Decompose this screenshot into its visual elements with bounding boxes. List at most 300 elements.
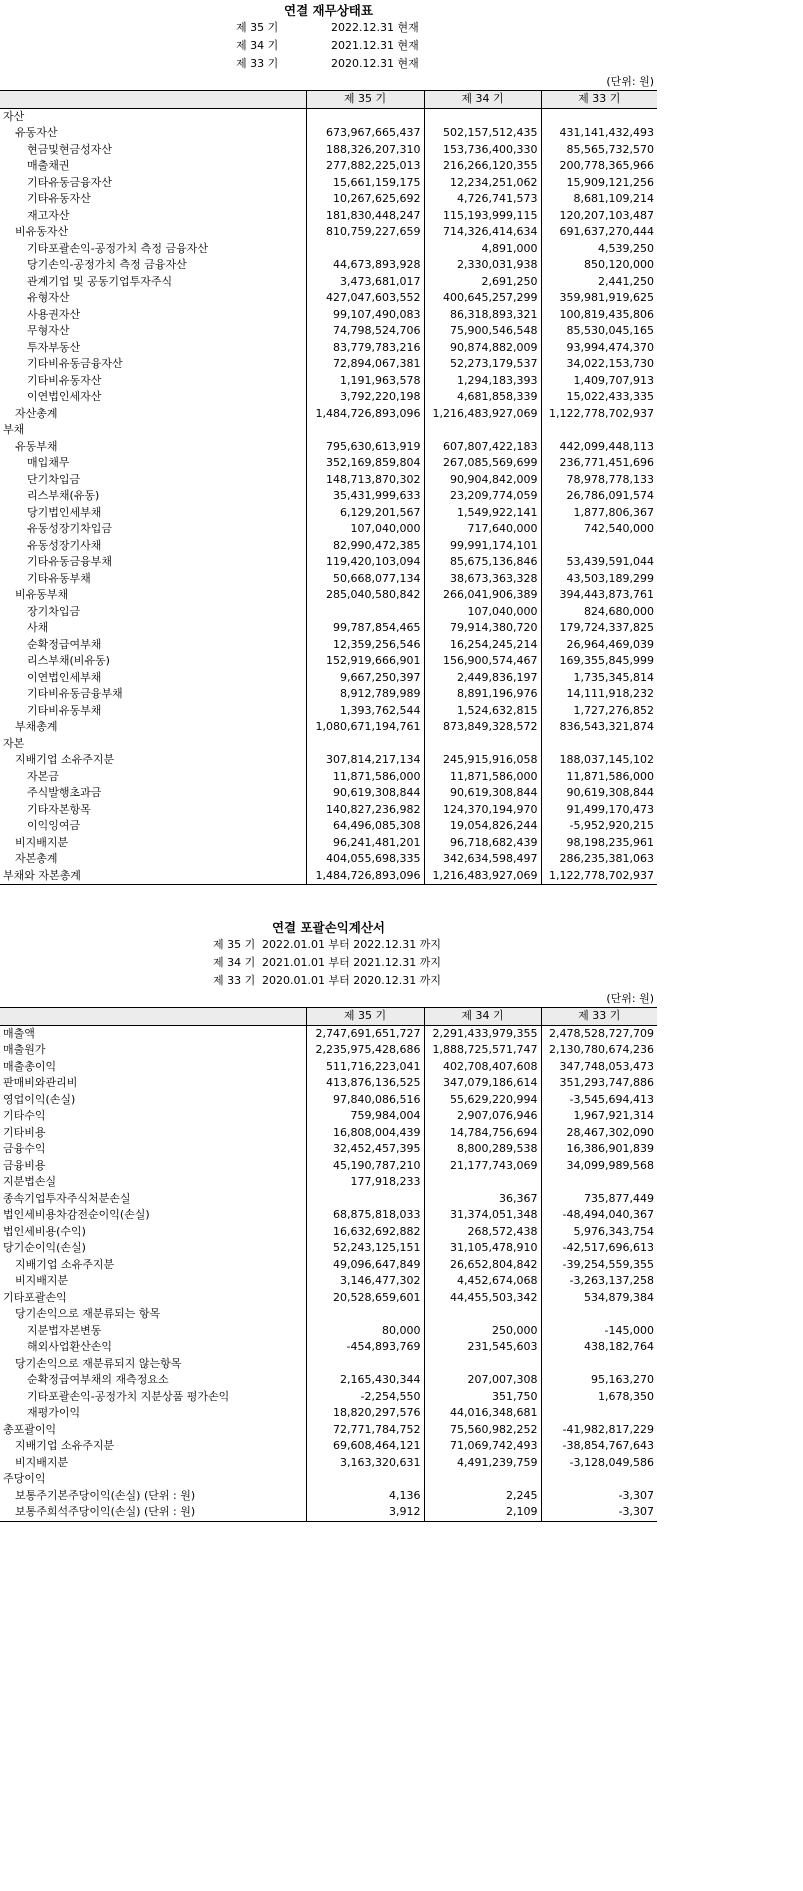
table-row [0, 604, 657, 621]
value-cell: 32,452,457,395 [306, 1141, 424, 1158]
income-statement-body [0, 1025, 657, 1521]
row-label: 순확정급여부채 [27, 637, 102, 651]
value-cell: 23,209,774,059 [424, 488, 541, 505]
value-cell [541, 1174, 657, 1191]
row-label: 리스부채(유동) [27, 489, 100, 503]
period-line: 제 34 기 2021.12.31 현재 [236, 39, 419, 52]
value-cell: 2,235,975,428,686 [306, 1042, 424, 1059]
value-cell: 200,778,365,966 [541, 158, 657, 175]
row-label: 자본총계 [15, 852, 58, 866]
value-cell: 75,560,982,252 [424, 1422, 541, 1439]
row-label: 기타유동금융자산 [27, 175, 113, 189]
value-cell: -3,128,049,586 [541, 1455, 657, 1472]
value-cell: 21,177,743,069 [424, 1158, 541, 1175]
value-cell: 2,691,250 [424, 274, 541, 291]
value-cell: 16,632,692,882 [306, 1224, 424, 1241]
value-cell: 45,190,787,210 [306, 1158, 424, 1175]
row-label: 재고자산 [27, 208, 70, 222]
income-statement-title: 연결 포괄손익계산서 [271, 920, 386, 935]
table-row [0, 769, 657, 786]
header-cell: 제 34 기 [424, 1008, 541, 1026]
value-cell: 691,637,270,444 [541, 224, 657, 241]
row-label: 유동자산 [15, 126, 58, 140]
value-cell: 12,234,251,062 [424, 175, 541, 192]
row-label: 자본 [3, 736, 25, 750]
value-cell: 36,367 [424, 1191, 541, 1208]
value-cell: 93,994,474,370 [541, 340, 657, 357]
value-cell: 44,455,503,342 [424, 1290, 541, 1307]
row-label: 총포괄이익 [3, 1422, 57, 1436]
value-cell: 4,452,674,068 [424, 1273, 541, 1290]
value-cell: 1,080,671,194,761 [306, 719, 424, 736]
value-cell: 177,918,233 [306, 1174, 424, 1191]
row-label: 해외사업환산손익 [27, 1340, 113, 1354]
value-cell: 99,107,490,083 [306, 307, 424, 324]
row-label: 유동부채 [15, 439, 58, 453]
value-cell: 18,820,297,576 [306, 1405, 424, 1422]
value-cell: 267,085,569,699 [424, 455, 541, 472]
value-cell: 1,735,345,814 [541, 670, 657, 687]
row-label: 지분법자본변동 [27, 1323, 102, 1337]
row-label: 사용권자산 [27, 307, 81, 321]
value-cell: 19,054,826,244 [424, 818, 541, 835]
value-cell: 1,122,778,702,937 [541, 406, 657, 423]
value-cell: 8,912,789,989 [306, 686, 424, 703]
value-cell: 1,409,707,913 [541, 373, 657, 390]
header-cell: 제 34 기 [424, 91, 541, 109]
value-cell: -38,854,767,643 [541, 1438, 657, 1455]
value-cell: 31,105,478,910 [424, 1240, 541, 1257]
table-row [0, 208, 657, 225]
value-cell: 673,967,665,437 [306, 125, 424, 142]
table-row [0, 1339, 657, 1356]
row-label: 이익잉여금 [27, 819, 81, 833]
value-cell: 14,784,756,694 [424, 1125, 541, 1142]
table-row [0, 1422, 657, 1439]
table-row [0, 1405, 657, 1422]
row-label: 매입채무 [27, 456, 70, 470]
value-cell: 231,545,603 [424, 1339, 541, 1356]
value-cell: 1,191,963,578 [306, 373, 424, 390]
value-cell [306, 1471, 424, 1488]
value-cell: 735,877,449 [541, 1191, 657, 1208]
value-cell: 2,245 [424, 1488, 541, 1505]
row-label: 유동성장기사채 [27, 538, 102, 552]
value-cell [306, 241, 424, 258]
value-cell: 153,736,400,330 [424, 142, 541, 159]
row-label: 투자부동산 [27, 340, 81, 354]
value-cell: 394,443,873,761 [541, 587, 657, 604]
value-cell: 4,681,858,339 [424, 389, 541, 406]
row-label: 부채와 자본총계 [3, 868, 81, 882]
value-cell [541, 1306, 657, 1323]
row-label: 자산 [3, 109, 25, 123]
value-cell: 277,882,225,013 [306, 158, 424, 175]
table-row [0, 521, 657, 538]
value-cell: 413,876,136,525 [306, 1075, 424, 1092]
value-cell: 79,914,380,720 [424, 620, 541, 637]
value-cell: 53,439,591,044 [541, 554, 657, 571]
row-label: 기타유동자산 [27, 192, 91, 206]
income-statement-section [0, 917, 657, 1522]
value-cell: 52,273,179,537 [424, 356, 541, 373]
value-cell: 148,713,870,302 [306, 472, 424, 489]
value-cell: 38,673,363,328 [424, 571, 541, 588]
value-cell: 2,130,780,674,236 [541, 1042, 657, 1059]
row-label: 당기손익으로 재분류되지 않는항목 [15, 1356, 182, 1370]
row-label: 법인세비용(수익) [3, 1224, 86, 1238]
table-row [0, 1323, 657, 1340]
value-cell: 2,441,250 [541, 274, 657, 291]
value-cell: 120,207,103,487 [541, 208, 657, 225]
table-row [0, 472, 657, 489]
value-cell: -3,307 [541, 1504, 657, 1521]
value-cell: 2,478,528,727,709 [541, 1025, 657, 1042]
table-row [0, 637, 657, 654]
value-cell: 90,904,842,009 [424, 472, 541, 489]
value-cell: 2,291,433,979,355 [424, 1025, 541, 1042]
value-cell: 236,771,451,696 [541, 455, 657, 472]
table-row [0, 422, 657, 439]
row-label: 자본금 [27, 769, 59, 783]
table-row [0, 1042, 657, 1059]
header-row [0, 1008, 657, 1026]
value-cell: 15,022,433,335 [541, 389, 657, 406]
value-cell [424, 422, 541, 439]
value-cell: 1,888,725,571,747 [424, 1042, 541, 1059]
value-cell: 2,449,836,197 [424, 670, 541, 687]
table-row [0, 736, 657, 753]
value-cell: 69,608,464,121 [306, 1438, 424, 1455]
table-row [0, 1191, 657, 1208]
table-row [0, 868, 657, 885]
value-cell [541, 422, 657, 439]
value-cell: 12,359,256,546 [306, 637, 424, 654]
value-cell: -5,952,920,215 [541, 818, 657, 835]
value-cell [306, 108, 424, 125]
table-row [0, 1207, 657, 1224]
value-cell: 26,964,469,039 [541, 637, 657, 654]
row-label: 재평가이익 [27, 1406, 81, 1420]
value-cell: 245,915,916,058 [424, 752, 541, 769]
value-cell: 99,787,854,465 [306, 620, 424, 637]
value-cell: 511,716,223,041 [306, 1059, 424, 1076]
row-label: 유동성장기차입금 [27, 522, 113, 536]
row-label: 주당이익 [3, 1472, 46, 1486]
value-cell: 68,875,818,033 [306, 1207, 424, 1224]
value-cell: -39,254,559,355 [541, 1257, 657, 1274]
row-label: 관계기업 및 공동기업투자주식 [27, 274, 173, 288]
value-cell: 55,629,220,994 [424, 1092, 541, 1109]
value-cell: 8,891,196,976 [424, 686, 541, 703]
row-label: 비유동부채 [15, 588, 69, 602]
value-cell: 72,771,784,752 [306, 1422, 424, 1439]
row-label: 리스부채(비유동) [27, 654, 110, 668]
value-cell [541, 736, 657, 753]
value-cell: -48,494,040,367 [541, 1207, 657, 1224]
value-cell: 717,640,000 [424, 521, 541, 538]
value-cell: 90,874,882,009 [424, 340, 541, 357]
value-cell: 400,645,257,299 [424, 290, 541, 307]
unit-label: (단위: 원) [606, 992, 654, 1005]
value-cell: 351,293,747,886 [541, 1075, 657, 1092]
table-row [0, 1356, 657, 1373]
table-row [0, 785, 657, 802]
table-row [0, 818, 657, 835]
table-row [0, 835, 657, 852]
value-cell: 107,040,000 [306, 521, 424, 538]
value-cell: 2,165,430,344 [306, 1372, 424, 1389]
row-label: 지배기업 소유주지분 [15, 753, 115, 767]
row-label: 보통주희석주당이익(손실) (단위 : 원) [15, 1505, 196, 1519]
value-cell: 342,634,598,497 [424, 851, 541, 868]
table-row [0, 175, 657, 192]
value-cell: 4,726,741,573 [424, 191, 541, 208]
value-cell: 307,814,217,134 [306, 752, 424, 769]
table-row [0, 1224, 657, 1241]
value-cell: 152,919,666,901 [306, 653, 424, 670]
table-row [0, 538, 657, 555]
row-label: 순확정급여부채의 재측정요소 [27, 1373, 169, 1387]
value-cell: 810,759,227,659 [306, 224, 424, 241]
table-row [0, 241, 657, 258]
income-statement-table [0, 1007, 657, 1522]
row-label: 영업이익(손실) [3, 1092, 76, 1106]
value-cell: 4,491,239,759 [424, 1455, 541, 1472]
value-cell: 6,129,201,567 [306, 505, 424, 522]
value-cell: 2,109 [424, 1504, 541, 1521]
value-cell: 250,000 [424, 1323, 541, 1340]
table-row [0, 1257, 657, 1274]
header-cell: 제 33 기 [541, 1008, 657, 1026]
value-cell: 96,718,682,439 [424, 835, 541, 852]
value-cell: 502,157,512,435 [424, 125, 541, 142]
header-cell: 제 33 기 [541, 91, 657, 109]
value-cell: 4,539,250 [541, 241, 657, 258]
value-cell: 824,680,000 [541, 604, 657, 621]
value-cell [306, 422, 424, 439]
header-cell: 제 35 기 [306, 91, 424, 109]
value-cell: 3,473,681,017 [306, 274, 424, 291]
table-row [0, 703, 657, 720]
table-row [0, 1306, 657, 1323]
value-cell: -145,000 [541, 1323, 657, 1340]
value-cell: 351,750 [424, 1389, 541, 1406]
row-label: 유형자산 [27, 291, 70, 305]
table-row [0, 290, 657, 307]
value-cell: 347,748,053,473 [541, 1059, 657, 1076]
table-row [0, 1504, 657, 1521]
value-cell: 1,393,762,544 [306, 703, 424, 720]
value-cell: 28,467,302,090 [541, 1125, 657, 1142]
value-cell: 3,163,320,631 [306, 1455, 424, 1472]
table-row [0, 158, 657, 175]
row-label: 당기순이익(손실) [3, 1241, 86, 1255]
value-cell: 100,819,435,806 [541, 307, 657, 324]
row-label: 보통주기본주당이익(손실) (단위 : 원) [15, 1488, 196, 1502]
table-row [0, 108, 657, 125]
row-label: 자산총계 [15, 406, 58, 420]
value-cell: 83,779,783,216 [306, 340, 424, 357]
header-cell: 제 35 기 [306, 1008, 424, 1026]
value-cell: 35,431,999,633 [306, 488, 424, 505]
value-cell: -3,263,137,258 [541, 1273, 657, 1290]
value-cell: 1,294,183,393 [424, 373, 541, 390]
value-cell [306, 1191, 424, 1208]
value-cell: 95,163,270 [541, 1372, 657, 1389]
value-cell: 850,120,000 [541, 257, 657, 274]
value-cell: 52,243,125,151 [306, 1240, 424, 1257]
value-cell: 1,484,726,893,096 [306, 406, 424, 423]
value-cell: 286,235,381,063 [541, 851, 657, 868]
value-cell: 20,528,659,601 [306, 1290, 424, 1307]
value-cell: 124,370,194,970 [424, 802, 541, 819]
value-cell: 347,079,186,614 [424, 1075, 541, 1092]
row-label: 기타수익 [3, 1109, 46, 1123]
value-cell: 91,499,170,473 [541, 802, 657, 819]
row-label: 사채 [27, 621, 49, 635]
table-row [0, 488, 657, 505]
value-cell: 98,198,235,961 [541, 835, 657, 852]
value-cell: 115,193,999,115 [424, 208, 541, 225]
section-gap [0, 885, 657, 917]
table-row [0, 1158, 657, 1175]
value-cell: 352,169,859,804 [306, 455, 424, 472]
income-statement-periods [0, 936, 657, 990]
row-label: 지배기업 소유주지분 [15, 1439, 115, 1453]
value-cell [306, 736, 424, 753]
value-cell: 714,326,414,634 [424, 224, 541, 241]
value-cell [424, 1306, 541, 1323]
value-cell: -3,307 [541, 1488, 657, 1505]
table-row [0, 1240, 657, 1257]
row-label: 금융비용 [3, 1158, 46, 1172]
table-row [0, 142, 657, 159]
value-cell: 50,668,077,134 [306, 571, 424, 588]
value-cell [424, 1174, 541, 1191]
value-cell: 181,830,448,247 [306, 208, 424, 225]
value-cell: 15,909,121,256 [541, 175, 657, 192]
row-label: 금융수익 [3, 1142, 46, 1156]
table-row [0, 719, 657, 736]
value-cell: 1,216,483,927,069 [424, 868, 541, 885]
value-cell: 404,055,698,335 [306, 851, 424, 868]
value-cell: 9,667,250,397 [306, 670, 424, 687]
value-cell: 1,727,276,852 [541, 703, 657, 720]
value-cell: 140,827,236,982 [306, 802, 424, 819]
value-cell: 1,484,726,893,096 [306, 868, 424, 885]
header-cell [0, 1008, 306, 1026]
table-row [0, 587, 657, 604]
row-label: 기타유동부채 [27, 571, 91, 585]
value-cell: 4,891,000 [424, 241, 541, 258]
row-label: 주식발행초과금 [27, 786, 102, 800]
value-cell: 188,326,207,310 [306, 142, 424, 159]
table-row [0, 1372, 657, 1389]
value-cell: 119,420,103,094 [306, 554, 424, 571]
value-cell: 16,808,004,439 [306, 1125, 424, 1142]
value-cell: 266,041,906,389 [424, 587, 541, 604]
value-cell: 64,496,085,308 [306, 818, 424, 835]
value-cell: 44,016,348,681 [424, 1405, 541, 1422]
table-row [0, 1141, 657, 1158]
table-row [0, 1108, 657, 1125]
value-cell [424, 108, 541, 125]
value-cell [306, 1306, 424, 1323]
row-label: 기타비유동부채 [27, 703, 102, 717]
value-cell: 442,099,448,113 [541, 439, 657, 456]
value-cell: 207,007,308 [424, 1372, 541, 1389]
header-cell [0, 91, 306, 109]
value-cell: 216,266,120,355 [424, 158, 541, 175]
value-cell: 1,122,778,702,937 [541, 868, 657, 885]
value-cell: 97,840,086,516 [306, 1092, 424, 1109]
value-cell: 74,798,524,706 [306, 323, 424, 340]
table-row [0, 686, 657, 703]
row-label: 종속기업투자주식처분손실 [3, 1191, 131, 1205]
table-row [0, 274, 657, 291]
balance-sheet-title: 연결 재무상태표 [284, 3, 373, 18]
value-cell: 534,879,384 [541, 1290, 657, 1307]
period-line: 제 34 기 2021.01.01 부터 2021.12.31 까지 [213, 956, 441, 969]
value-cell: 107,040,000 [424, 604, 541, 621]
value-cell [306, 604, 424, 621]
value-cell: 85,675,136,846 [424, 554, 541, 571]
value-cell: 85,530,045,165 [541, 323, 657, 340]
table-row [0, 1455, 657, 1472]
table-row [0, 851, 657, 868]
table-row [0, 125, 657, 142]
row-label: 무형자산 [27, 324, 70, 338]
value-cell: 2,747,691,651,727 [306, 1025, 424, 1042]
period-line: 제 35 기 2022.12.31 현재 [236, 21, 419, 34]
table-row [0, 1488, 657, 1505]
value-cell: 2,330,031,938 [424, 257, 541, 274]
row-label: 매출채권 [27, 159, 70, 173]
row-label: 매출총이익 [3, 1059, 57, 1073]
row-label: 이연법인세부채 [27, 670, 102, 684]
row-label: 지배기업 소유주지분 [15, 1257, 115, 1271]
row-label: 비지배지분 [15, 1455, 69, 1469]
table-row [0, 356, 657, 373]
value-cell: 179,724,337,825 [541, 620, 657, 637]
row-label: 부채 [3, 423, 25, 437]
table-row [0, 1273, 657, 1290]
row-label: 기타자본항목 [27, 802, 91, 816]
value-cell: 8,681,109,214 [541, 191, 657, 208]
value-cell: -3,545,694,413 [541, 1092, 657, 1109]
value-cell: 8,800,289,538 [424, 1141, 541, 1158]
value-cell: 431,141,432,493 [541, 125, 657, 142]
value-cell: 26,652,804,842 [424, 1257, 541, 1274]
row-label: 현금및현금성자산 [27, 142, 113, 156]
value-cell: 71,069,742,493 [424, 1438, 541, 1455]
value-cell [541, 108, 657, 125]
value-cell: 90,619,308,844 [306, 785, 424, 802]
value-cell: 873,849,328,572 [424, 719, 541, 736]
row-label: 당기손익으로 재분류되는 항목 [15, 1307, 161, 1321]
row-label: 장기차입금 [27, 604, 81, 618]
value-cell: 78,978,778,133 [541, 472, 657, 489]
value-cell: 1,549,922,141 [424, 505, 541, 522]
value-cell: 75,900,546,548 [424, 323, 541, 340]
value-cell: 1,678,350 [541, 1389, 657, 1406]
value-cell: 438,182,764 [541, 1339, 657, 1356]
balance-sheet-table [0, 90, 657, 885]
row-label: 기타유동금융부채 [27, 555, 113, 569]
table-row [0, 554, 657, 571]
value-cell: 14,111,918,232 [541, 686, 657, 703]
